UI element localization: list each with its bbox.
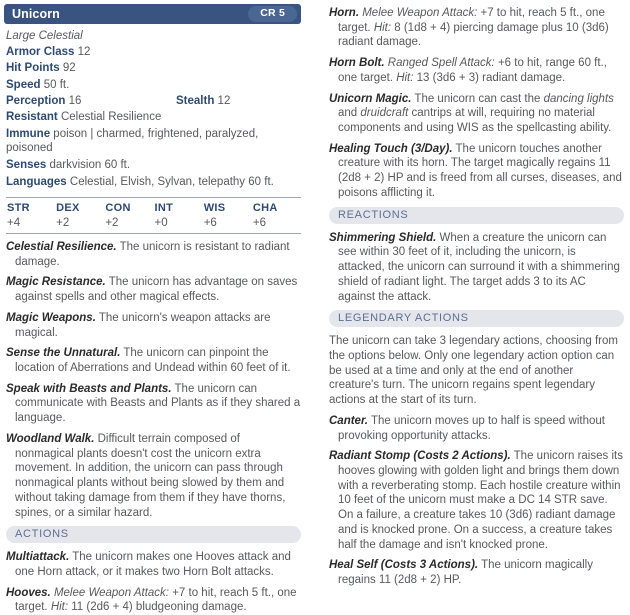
legendary-action-name: Canter.: [329, 414, 368, 427]
stealth-label: Stealth: [176, 95, 215, 108]
actions-list-right: [323, 0, 630, 201]
unicorn-magic-text-1: The unicorn can cast the: [411, 92, 544, 105]
legendary-action-text: The unicorn raises its hooves glowing with golden light and brings them down with a reverberating stomp. Each hostile creature within 10 feet of the unicorn must make a DC 14 STR save. On a failure, a creature takes 10 (3d6) radiant damage and is knocked prone. On a success, a creature takes half the damage and isn't knocked prone.: [338, 450, 623, 551]
action-attack-type: Ranged Spell Attack:: [384, 57, 495, 70]
action-text: The unicorn makes one Hooves attack and one Horn attack, or it makes two Horn Bolt attacks.: [15, 551, 291, 578]
legendary-action-name: Heal Self (Costs 3 Actions).: [329, 559, 479, 572]
ability-mod-int: +0: [154, 217, 168, 229]
action-attack-type: Melee Weapon Attack:: [50, 586, 170, 599]
trait-name: Magic Weapons.: [6, 311, 96, 324]
ability-name-dex: DEX: [56, 202, 80, 214]
ability-mod-con: +2: [105, 217, 119, 229]
ability-mod-str: +4: [7, 217, 21, 229]
trait-text: The unicorn is resistant to radiant damage.: [15, 241, 290, 268]
immune-label: Immune: [6, 127, 51, 140]
action-hit-detail: 11 (2d6 + 4) bludgeoning damage.: [68, 601, 247, 614]
languages-line: [6, 175, 301, 189]
immune-value: poison | charmed, frightened, paralyzed, poisoned: [6, 127, 259, 154]
speed-value: 50 ft.: [43, 79, 70, 92]
stealth-value: 12: [217, 95, 231, 108]
statblock-right-column: [323, 0, 630, 586]
trait-name: Magic Resistance.: [6, 276, 106, 289]
trait-name: Sense the Unnatural.: [6, 347, 121, 360]
ability-score-table: [6, 197, 301, 234]
spell-name-druidcraft: druidcraft: [360, 107, 409, 120]
immune-line: [6, 127, 301, 156]
legendary-action-name: Radiant Stomp (Costs 2 Actions).: [329, 450, 511, 463]
unicorn-magic-text-3: cantrips at will, requiring no material components and using WIS as the spellcasting ability.: [338, 107, 612, 135]
stealth-cell: [176, 95, 301, 107]
spell-name-dancing-lights: dancing lights: [543, 92, 614, 105]
legendary-intro-text: The unicorn can take 3 legendary actions, choosing from the options below. Only one legendary action option can be used at a time and only at the end of another creature's turn. The unicorn regains spent legendary actions at the start of its turn.: [329, 335, 618, 407]
action-name: Horn Bolt.: [329, 57, 385, 70]
languages-label: Languages: [6, 175, 67, 188]
action-name: Hooves.: [6, 586, 51, 599]
ability-mod-wis: +6: [203, 217, 217, 229]
ability-name-con: CON: [105, 202, 131, 214]
trait-text: The unicorn has advantage on saves against spells and other magical effects.: [15, 276, 298, 304]
action-hit-detail: 13 (3d6 + 3) radiant damage.: [413, 71, 566, 84]
legendary-action-entry: [329, 558, 624, 587]
trait-text: The unicorn can communicate with Beasts and Plants as if they shared a language.: [15, 382, 301, 425]
action-name: Horn.: [329, 7, 360, 19]
ability-header-row: [6, 202, 301, 216]
action-attack-type: Melee Weapon Attack:: [359, 7, 478, 19]
legendary-action-text: The unicorn moves up to half is speed without provoking opportunity attacks.: [338, 414, 605, 442]
traits-list: [0, 240, 307, 520]
actions-list-left: [0, 550, 307, 615]
hit-points-label: Hit Points: [6, 62, 60, 75]
senses-line: [6, 158, 301, 172]
creature-title-bar: [4, 4, 301, 24]
action-entry-unicorn-magic: [329, 92, 624, 136]
resistant-line: [6, 110, 301, 124]
hit-points-value: 92: [62, 62, 76, 75]
action-name: Unicorn Magic.: [329, 92, 412, 105]
reaction-entry: [329, 231, 624, 305]
perception-value: 16: [68, 95, 82, 108]
resistant-value: Celestial Resilience: [60, 110, 162, 123]
action-hit-detail: 8 (1d8 + 4) piercing damage plus 10 (3d6) radiant damage.: [338, 21, 609, 49]
hit-points-line: [6, 61, 301, 75]
trait-entry: [6, 432, 301, 520]
trait-name: Speak with Beasts and Plants.: [6, 382, 172, 395]
trait-entry: [6, 311, 301, 340]
trait-name: Woodland Walk.: [6, 432, 95, 445]
ability-modifier-row: [6, 216, 301, 229]
creature-name: Unicorn: [12, 7, 60, 21]
legendary-actions-list: [323, 334, 630, 588]
legendary-action-entry: [329, 414, 624, 443]
action-attack-detail: +6 to hit, range 60 ft., one target.: [338, 57, 607, 84]
armor-class-label: Armor Class: [6, 45, 75, 58]
reactions-list: [323, 231, 630, 305]
trait-text: The unicorn's weapon attacks are magical.: [15, 311, 271, 339]
trait-entry: [6, 382, 301, 426]
trait-text: The unicorn can pinpoint the location of Aberrations and Undead within 60 feet of it.: [15, 347, 291, 375]
senses-value: darkvision 60 ft.: [49, 158, 131, 171]
unicorn-magic-text-2: and: [338, 107, 361, 120]
action-attack-detail: +7 to hit, reach 5 ft., one target.: [338, 7, 605, 34]
ability-name-cha: CHA: [252, 202, 278, 214]
ability-name-str: STR: [7, 202, 30, 214]
action-text: The unicorn touches another creature with its horn. The target magically regains 11 (2d8 + 2) HP and is freed from all curses, diseases, and poisons afflicting it.: [338, 142, 622, 199]
section-header-actions: ACTIONS: [6, 526, 301, 543]
senses-label: Senses: [6, 158, 47, 171]
trait-entry: [6, 275, 301, 304]
ability-mod-dex: +2: [56, 217, 70, 229]
resistant-label: Resistant: [6, 110, 58, 123]
section-header-reactions: REACTIONS: [329, 207, 624, 224]
creature-meta: [0, 24, 307, 189]
armor-class-line: [6, 45, 301, 59]
legendary-action-entry: [329, 449, 624, 552]
action-entry: [6, 550, 301, 579]
languages-value: Celestial, Elvish, Sylvan, telepathy 60 ft.: [69, 175, 274, 188]
reaction-name: Shimmering Shield.: [329, 231, 437, 244]
trait-entry: [6, 240, 301, 269]
perception-stealth-row: [6, 95, 301, 107]
trait-name: Celestial Resilience.: [6, 241, 117, 253]
reaction-text: When a creature the unicorn can see within 30 feet of it, including the unicorn, is attacked, the unicorn can surround it with a shimmering shield of radiant light. The target adds 3 to its AC against the attack.: [338, 231, 620, 303]
armor-class-value: 12: [77, 45, 91, 58]
action-attack-detail: +7 to hit, reach 5 ft., one target.: [15, 586, 297, 614]
section-header-legendary-actions: LEGENDARY ACTIONS: [329, 310, 624, 327]
ability-name-int: INT: [154, 202, 174, 214]
speed-line: [6, 78, 301, 92]
action-entry: [329, 56, 624, 85]
action-name: Healing Touch (3/Day).: [329, 142, 453, 155]
action-hit-label: Hit:: [396, 71, 414, 84]
perception-label: Perception: [6, 95, 66, 108]
ability-mod-cha: +6: [252, 217, 266, 229]
legendary-action-text: The unicorn magically regains 11 (2d8 + 2) HP.: [338, 559, 593, 586]
statblock-left-column: [0, 0, 307, 614]
action-entry: [329, 6, 624, 50]
action-hit-label: Hit:: [373, 21, 392, 34]
challenge-rating-badge: CR 5: [248, 6, 297, 22]
action-entry-healing-touch: [329, 142, 624, 201]
trait-text: Difficult terrain composed of nonmagical plants doesn't cost the unicorn extra movement. In addition, the unicorn can pass through nonmagical plants without being slowed by them and without taking damage from them if they have thorns, spines, or a similar hazard.: [15, 432, 286, 519]
action-entry: [6, 586, 301, 615]
perception-cell: [6, 95, 176, 107]
speed-label: Speed: [6, 79, 41, 92]
trait-entry: [6, 346, 301, 375]
creature-type-line: Large Celestial: [6, 30, 83, 42]
ability-name-wis: WIS: [203, 202, 226, 214]
action-hit-label: Hit:: [50, 601, 69, 614]
action-name: Multiattack.: [6, 551, 70, 564]
